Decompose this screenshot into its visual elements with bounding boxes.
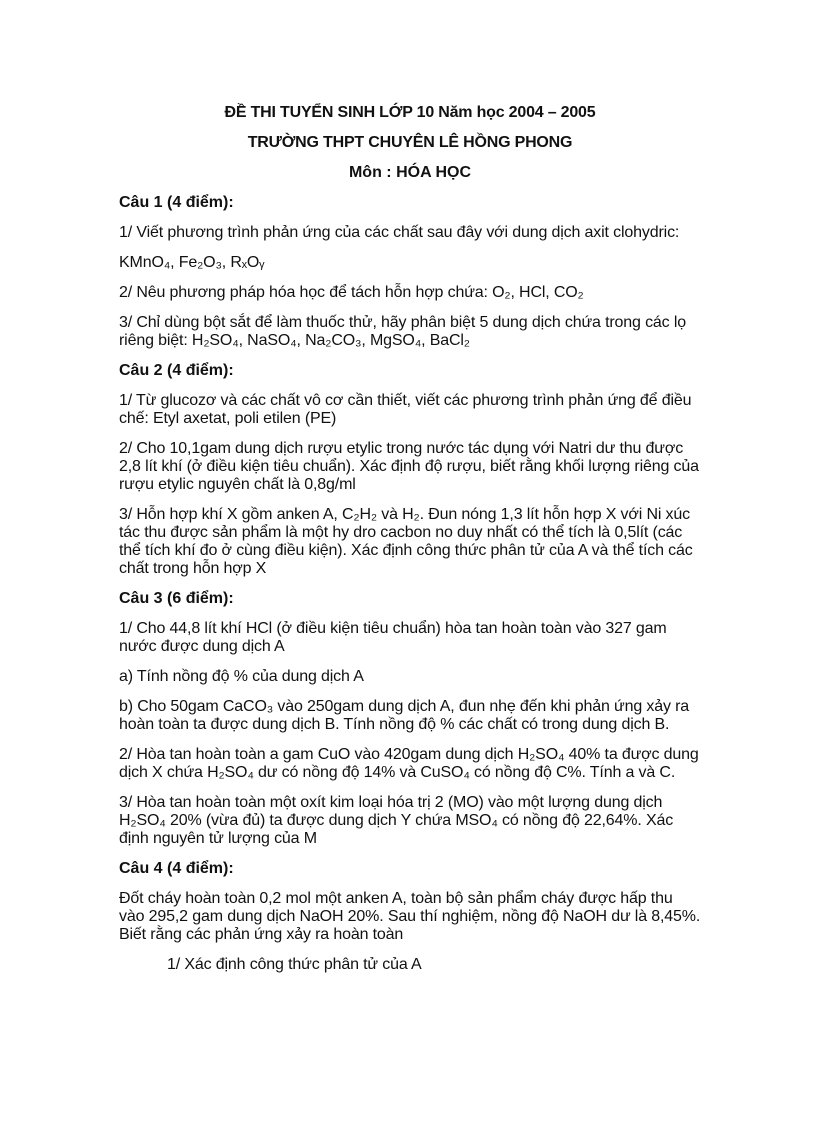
q1-part-3: 3/ Chỉ dùng bột sắt để làm thuốc thử, hãy phân biệt 5 dung dịch chứa trong các lọ riêng biệt: H₂SO₄, NaSO₄, Na₂CO₃, MgSO₄, BaCl₂ [119,314,686,349]
q3-part-3: 3/ Hòa tan hoàn toàn một oxít kim loại hóa trị 2 (MO) vào một lượng dung dịch H₂SO₄ 20% (vừa đủ) ta được dung dịch Y chứa MSO₄ có nồng độ 22,64%. Xác định nguyên tử lượng của M [119,794,674,847]
exam-document [119,104,701,986]
exam-title: ĐỀ THI TUYỂN SINH LỚP 10 Năm học 2004 – 2005 [224,104,596,121]
subject-line: Môn : HÓA HỌC [348,164,472,181]
q4-intro: Đốt cháy hoàn toàn 0,2 mol một anken A, toàn bộ sản phẩm cháy được hấp thu vào 295,2 gam dung dịch NaOH 20%. Sau thí nghiệm, nồng độ NaOH dư là 8,45%. Biết rằng các phản ứng xảy ra hoàn toàn [119,890,701,943]
q2-part-3: 3/ Hỗn hợp khí X gồm anken A, C₂H₂ và H₂. Đun nóng 1,3 lít hỗn hợp X với Ni xúc tác thu được sản phẩm là một hy dro cacbon no duy nhất có thể tích là 0,5lít (các thể tích khí đo ở cùng điều kiện). Xác định công thức phân tử của A và thể tích các chất trong hỗn hợp X [119,506,693,577]
q3-part-1a: a) Tính nồng độ % của dung dịch A [119,668,364,685]
question-3-title: Câu 3 (6 điểm): [119,590,234,607]
question-4-title: Câu 4 (4 điểm): [119,860,234,877]
q3-part-2: 2/ Hòa tan hoàn toàn a gam CuO vào 420gam dung dịch H₂SO₄ 40% ta được dung dịch X chứa H₂SO₄ dư có nồng độ 14% và CuSO₄ có nồng độ C%. Tính a và C. [119,746,699,781]
q3-part-1b: b) Cho 50gam CaCO₃ vào 250gam dung dịch A, đun nhẹ đến khi phản ứng xảy ra hoàn toàn ta được dung dịch B. Tính nồng độ % các chất có trong dung dịch B. [119,698,690,733]
q2-part-2: 2/ Cho 10,1gam dung dịch rượu etylic trong nước tác dụng với Natri dư thu được 2,8 lít khí (ở điều kiện tiêu chuẩn). Xác định độ rượu, biết rằng khối lượng riêng của rượu etylic nguyên chất là 0,8g/ml [119,440,699,493]
q1-part-1-formulas: KMnO₄, Fe₂O₃, RₓOᵧ [119,254,265,271]
q1-part-1: 1/ Viết phương trình phản ứng của các chất sau đây với dung dịch axit clohydric: [119,224,680,241]
q1-part-2: 2/ Nêu phương pháp hóa học để tách hỗn hợp chứa: O₂, HCl, CO₂ [119,284,584,301]
q4-part-1: 1/ Xác định công thức phân tử của A [167,956,422,973]
q2-part-1: 1/ Từ glucozơ và các chất vô cơ cần thiết, viết các phương trình phản ứng để điều chế: Etyl axetat, poli etilen (PE) [119,392,692,427]
question-2-title: Câu 2 (4 điểm): [119,362,234,379]
q3-part-1: 1/ Cho 44,8 lít khí HCl (ở điều kiện tiêu chuẩn) hòa tan hoàn toàn vào 327 gam nước được dung dịch A [119,620,667,655]
question-1-title: Câu 1 (4 điểm): [119,194,234,211]
school-name: TRƯỜNG THPT CHUYÊN LÊ HỒNG PHONG [247,134,573,151]
